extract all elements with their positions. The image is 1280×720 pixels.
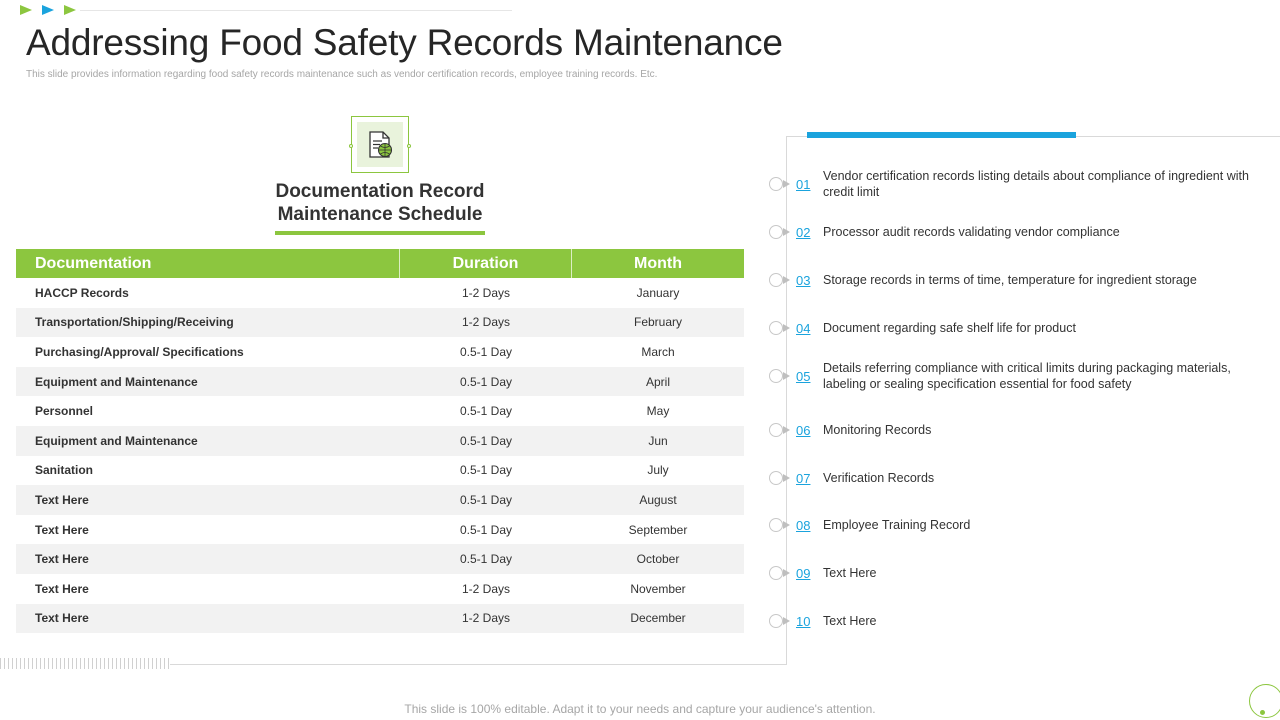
item-number[interactable]: 08 (796, 517, 811, 533)
cell-month: December (630, 611, 686, 626)
item-text: Processor audit records validating vendor compliance (823, 225, 1120, 239)
bullet-marker-icon (768, 565, 792, 581)
item-text: Text Here (823, 614, 877, 628)
item-text: Employee Training Record (823, 518, 971, 532)
schedule-heading-line2: Maintenance Schedule (277, 204, 483, 225)
item-number[interactable]: 10 (796, 613, 811, 629)
list-item (768, 168, 1268, 200)
frame-line-bottom (170, 664, 787, 665)
connector-dot (349, 144, 353, 148)
item-number[interactable]: 02 (796, 224, 811, 240)
bullet-marker-icon (768, 422, 792, 438)
cell-duration: 1-2 Days (461, 285, 511, 300)
cell-documentation: Purchasing/Approval/ Specifications (35, 344, 244, 359)
cell-month: March (641, 344, 675, 359)
cell-month: January (636, 285, 680, 300)
cell-documentation: Text Here (35, 581, 89, 596)
table-row (16, 456, 744, 486)
cell-documentation: Text Here (35, 611, 89, 626)
decorative-dot (1260, 710, 1265, 715)
panel-accent-bar (807, 132, 1076, 138)
arrow-icon (42, 5, 54, 15)
list-item (768, 565, 1268, 581)
document-icon-box (351, 116, 409, 173)
page-title: Addressing Food Safety Records Maintenance (26, 22, 783, 63)
item-number[interactable]: 07 (796, 470, 811, 486)
item-text: Text Here (823, 566, 877, 580)
header-arrows (20, 5, 76, 15)
cell-duration: 0.5-1 Day (459, 552, 513, 567)
cell-duration: 0.5-1 Day (459, 374, 513, 389)
item-number[interactable]: 01 (796, 176, 811, 192)
cell-month: April (645, 374, 670, 389)
item-number[interactable]: 04 (796, 320, 811, 336)
column-header-documentation: Documentation (16, 249, 400, 278)
bullet-marker-icon (768, 272, 792, 288)
cell-documentation: Text Here (35, 552, 89, 567)
item-text: Document regarding safe shelf life for product (823, 321, 1076, 335)
cell-month: October (636, 552, 680, 567)
list-item (768, 272, 1268, 288)
cell-documentation: Equipment and Maintenance (35, 433, 198, 448)
list-item (768, 360, 1268, 392)
cell-documentation: HACCP Records (35, 285, 129, 300)
bullet-marker-icon (768, 368, 792, 384)
cell-month: September (628, 522, 688, 537)
item-text: Verification Records (823, 471, 935, 485)
item-text: Details referring compliance with critical limits during packaging materials, labeling or sealing specification essential for food safety (823, 361, 1231, 391)
cell-duration: 0.5-1 Day (459, 492, 513, 507)
arrow-icon (64, 5, 76, 15)
bullet-marker-icon (768, 470, 792, 486)
schedule-table (16, 249, 744, 633)
table-header (16, 249, 744, 278)
table-row (16, 278, 744, 308)
arrow-icon (20, 5, 32, 15)
cell-duration: 1-2 Days (461, 315, 511, 330)
table-row (16, 515, 744, 545)
schedule-heading (255, 180, 505, 226)
cell-documentation: Text Here (35, 522, 89, 537)
table-row (16, 574, 744, 604)
table-row (16, 544, 744, 574)
cell-documentation: Transportation/Shipping/Receiving (35, 315, 234, 330)
cell-documentation: Text Here (35, 492, 89, 507)
cell-duration: 0.5-1 Day (459, 522, 513, 537)
list-item (768, 320, 1268, 336)
list-item (768, 613, 1268, 629)
cell-duration: 0.5-1 Day (459, 344, 513, 359)
item-text: Monitoring Records (823, 423, 932, 437)
cell-month: August (639, 492, 677, 507)
item-number[interactable]: 05 (796, 368, 811, 384)
cell-month: Jun (648, 433, 668, 448)
list-item (768, 422, 1268, 438)
connector-dot (407, 144, 411, 148)
page-subtitle: This slide provides information regarding food safety records maintenance such as vendor certification records, employee training records. Etc. (26, 69, 658, 80)
item-number[interactable]: 03 (796, 272, 811, 288)
heading-underline (275, 231, 485, 235)
list-item (768, 224, 1268, 240)
table-row (16, 308, 744, 338)
cell-month: July (647, 463, 669, 478)
cell-month: November (630, 581, 686, 596)
column-header-month: Month (634, 255, 682, 272)
table-row (16, 396, 744, 426)
frame-line-vertical (786, 136, 787, 665)
bullet-marker-icon (768, 517, 792, 533)
cell-month: February (633, 315, 683, 330)
cell-month: May (646, 404, 670, 419)
item-text: Storage records in terms of time, temperature for ingredient storage (823, 273, 1197, 287)
item-number[interactable]: 09 (796, 565, 811, 581)
table-row (16, 337, 744, 367)
document-globe-icon (357, 122, 403, 167)
bullet-marker-icon (768, 224, 792, 240)
cell-duration: 1-2 Days (461, 581, 511, 596)
cell-documentation: Sanitation (35, 463, 94, 478)
item-number[interactable]: 06 (796, 422, 811, 438)
bullet-marker-icon (768, 320, 792, 336)
table-row (16, 485, 744, 515)
table-row (16, 367, 744, 397)
bullet-marker-icon (768, 176, 792, 192)
footer-note: This slide is 100% editable. Adapt it to your needs and capture your audience's attention. (404, 702, 876, 716)
cell-duration: 0.5-1 Day (459, 433, 513, 448)
bullet-marker-icon (768, 613, 792, 629)
list-item (768, 470, 1268, 486)
header-divider (80, 10, 512, 11)
table-row (16, 604, 744, 634)
column-header-duration: Duration (400, 249, 572, 278)
list-item (768, 517, 1268, 533)
cell-duration: 1-2 Days (461, 611, 511, 626)
item-text: Vendor certification records listing details about compliance of ingredient with credit limit (823, 169, 1249, 199)
table-row (16, 426, 744, 456)
cell-duration: 0.5-1 Day (459, 404, 513, 419)
cell-duration: 0.5-1 Day (459, 463, 513, 478)
schedule-heading-line1: Documentation Record (275, 181, 485, 202)
cell-documentation: Personnel (35, 404, 94, 419)
cell-documentation: Equipment and Maintenance (35, 374, 198, 389)
decorative-ticks (0, 658, 170, 669)
